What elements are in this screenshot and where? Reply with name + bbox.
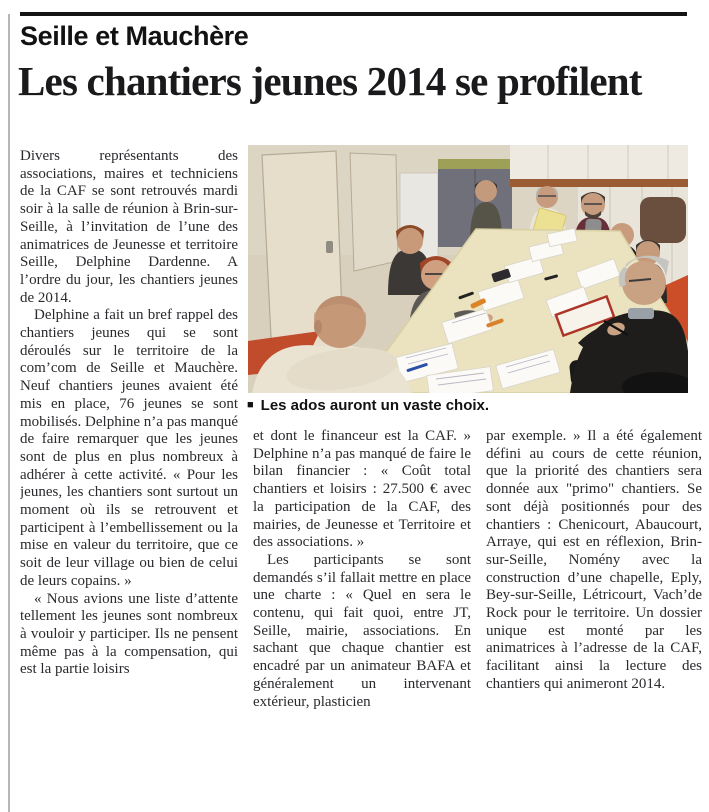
photo-caption-text: Les ados auront un vaste choix. [260, 397, 490, 414]
paragraph: Delphine a fait un bref rappel des chantiers jeunes qui se sont déroulés sur le territoire de la com’com de Seille et Mauchère. Neuf chantiers jeunes avaient été mis en place, 76 jeunes se sont mobilisés. Delphine n’a pas manqué de faire remarquer que les jeunes sont de plus en plus nombreux à adhérer à cette activité. « Pour les jeunes, les chantiers sont surtout un moment où ils se retrouvent et participent à l’embellissement ou la mise en valeur du territoire, que ce soit de leur village ou bien de celui de leurs copains. » [20, 307, 238, 589]
headline-rule [20, 12, 687, 16]
paragraph: Divers représentants des associations, maires et techniciens de la CAF se sont retrouvés mardi soir à la salle de réunion à Brin-sur-Seille, à l’invitation de l’une des animatrices de Jeunesse et territoire Seille, Delphine Dardenne. A l’ordre du jour, les chantiers jeunes de 2014. [20, 148, 238, 306]
article-column-1 [20, 148, 238, 810]
article-photo [248, 145, 688, 393]
kicker: Seille et Mauchère [20, 21, 249, 51]
article-column-2 [253, 428, 471, 810]
paragraph: et dont le financeur est la CAF. » Delphine n’a pas manqué de faire le bilan financier : « Coût total chantiers et loisirs : 27.500 € avec la participation de la CAF, des mairies, de Jeunesse et Territoire et des associations. » [253, 428, 471, 551]
photo-caption [247, 397, 688, 414]
headline: Les chantiers jeunes 2014 se profilent [18, 58, 642, 104]
paragraph: Les participants se sont demandés s’il fallait mettre en place une charte : « Quel en sera le contenu, qui fait quoi, entre JT, Seille, mairie, associations. En sachant que chaque chantier est encadré par un animateur BAFA et généralement un intervenant extérieur, plasticien [253, 551, 471, 710]
paragraph: par exemple. » Il a été également défini au cours de cette réunion, que la priorité des chantiers sera donnée aux "primo" chantiers. Se sont déjà positionnés pour des chantiers : Chenicourt, Abaucourt, Arraye, qui est en réflexion, Brin-sur-Seille, Nomény avec la construction d’une chapelle, Eply, Bey-sur-Seille, Létricourt, Vach’de Rock pour le territoire. Un dossier unique est monté par les animatrices à l’adresse de la CAF, facilitant ainsi la lecture des chantiers qui animeront 2014. [486, 428, 702, 692]
meeting-photo-illustration [248, 145, 688, 393]
article-column-3 [486, 428, 702, 810]
caption-square-marker: ■ [247, 399, 254, 411]
left-column-rule [8, 14, 10, 812]
paragraph: « Nous avions une liste d’attente tellement les jeunes sont nombreux à vouloir y participer. Ils ne pensent même pas à la compensation, qui est la partie loisirs [20, 590, 238, 678]
